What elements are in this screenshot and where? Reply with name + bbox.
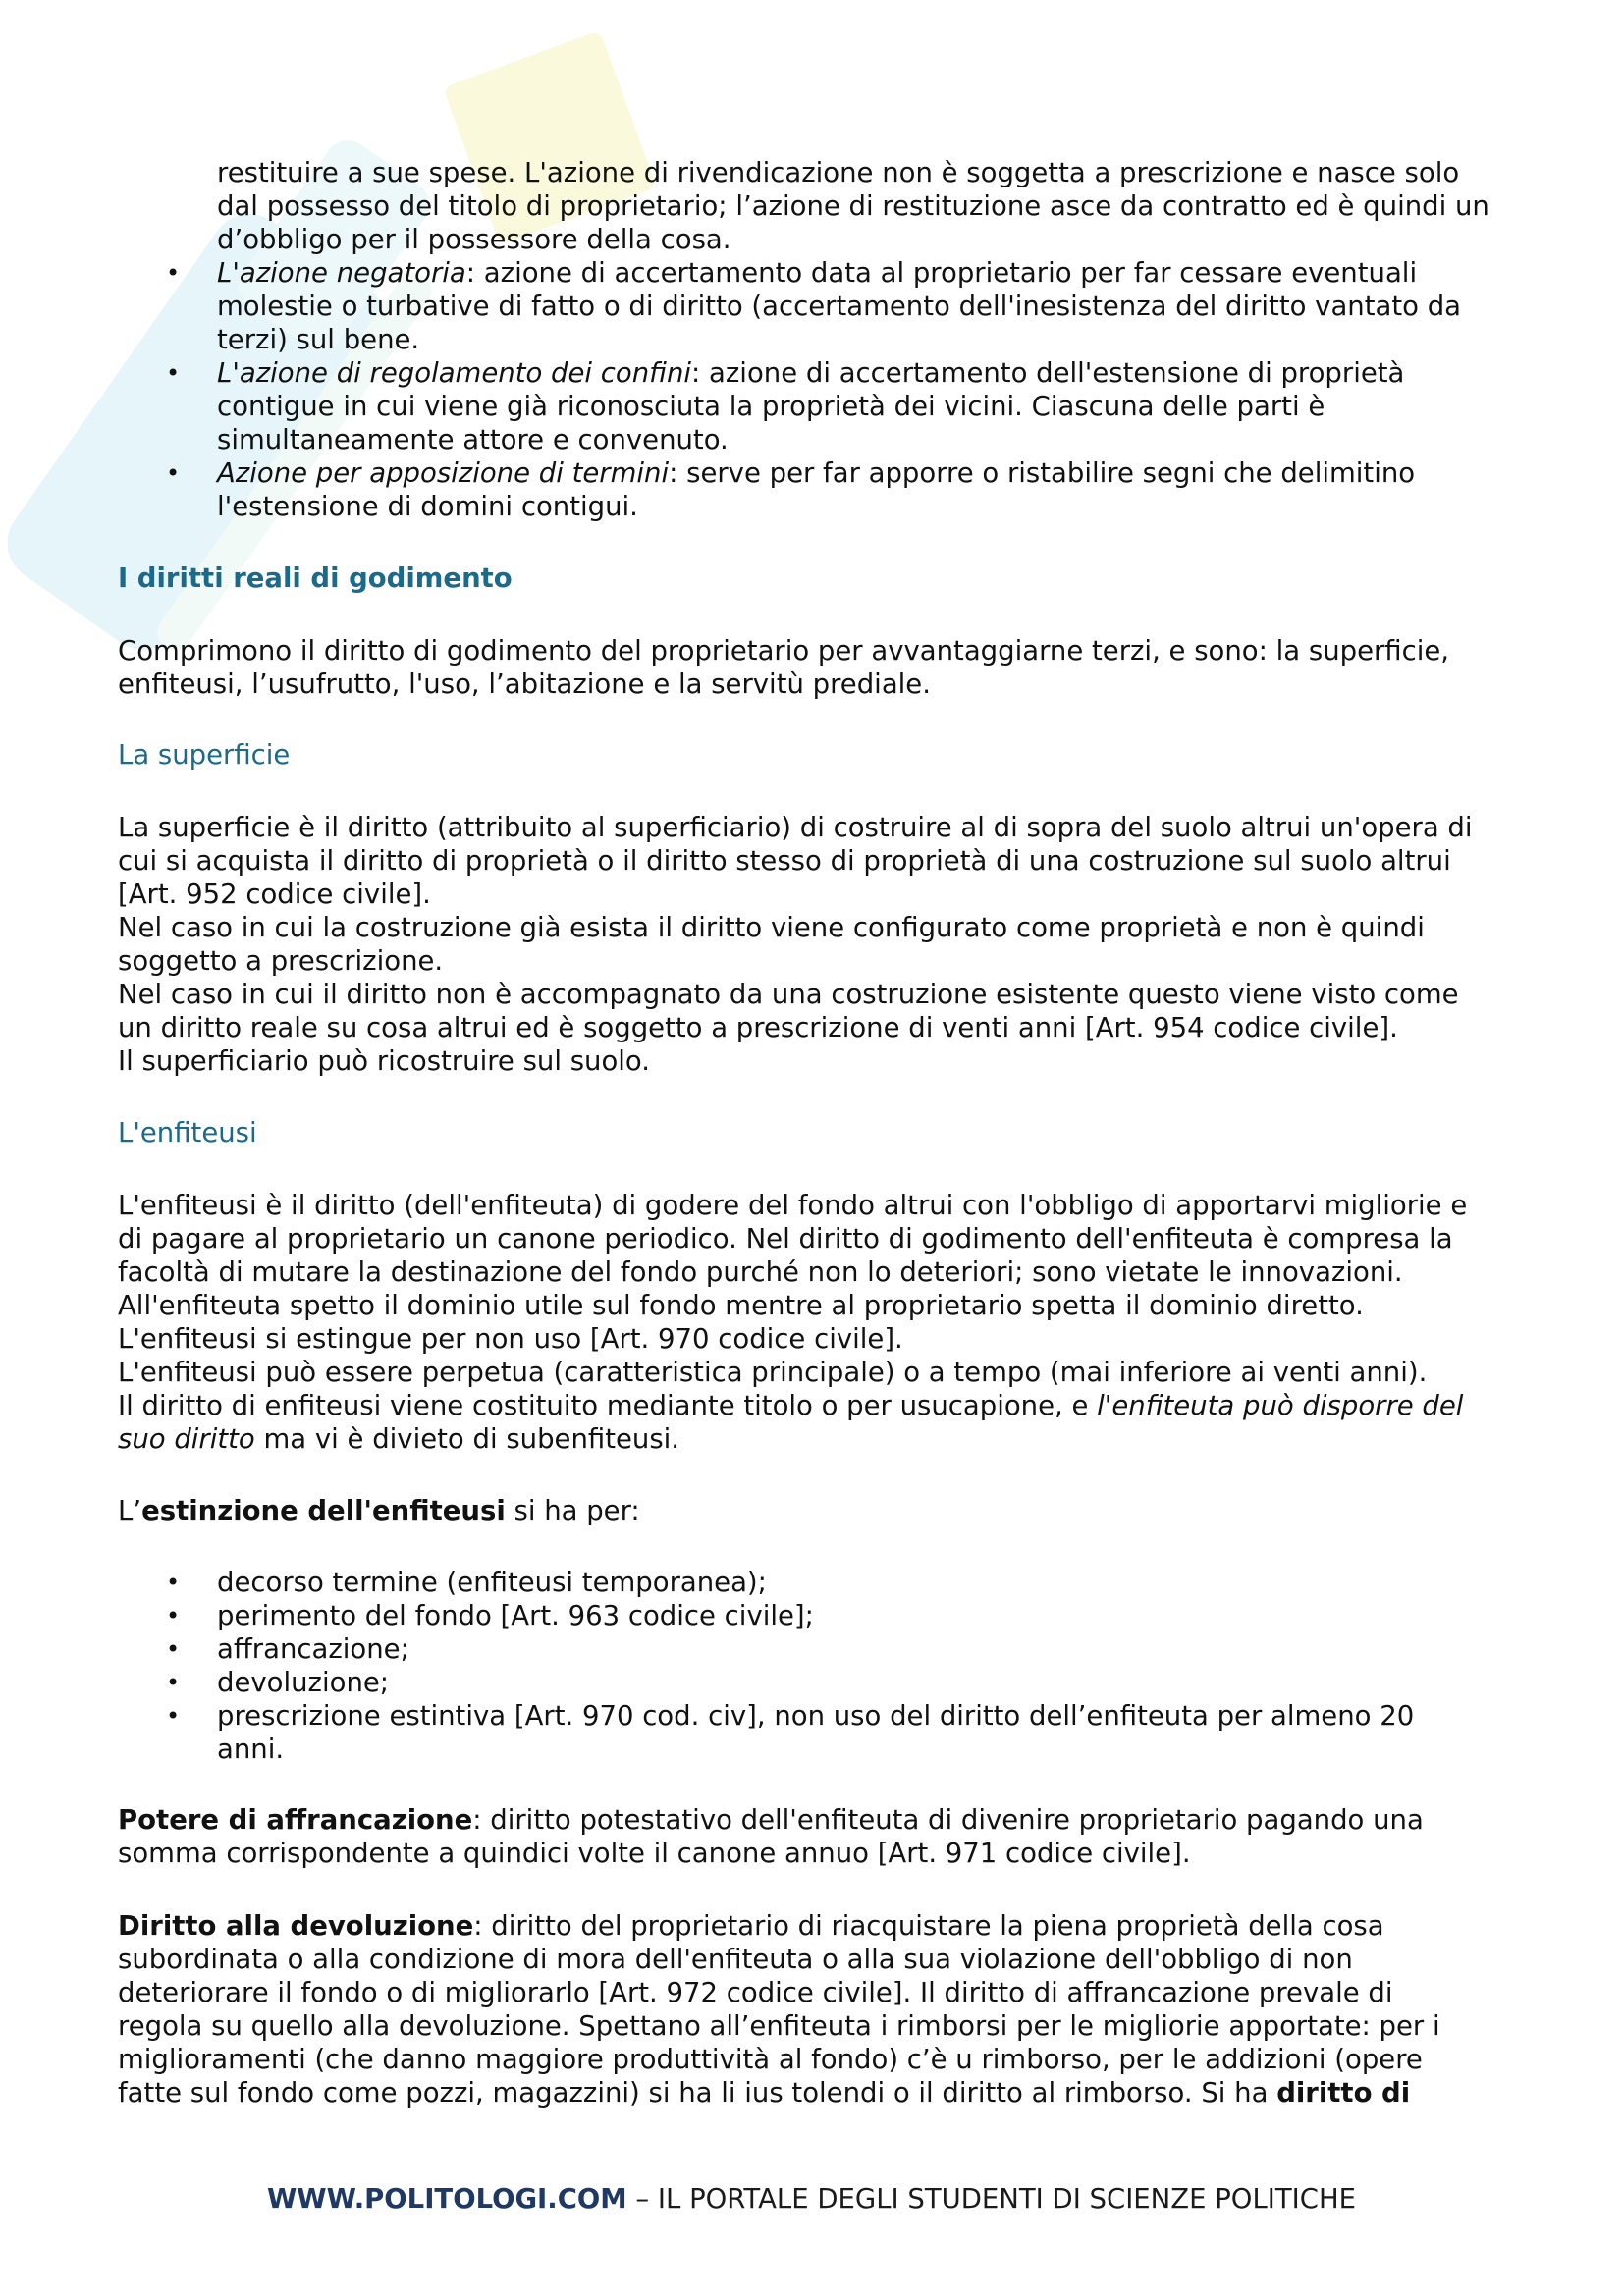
list-item (217, 1699, 1414, 1766)
term-definition: : azione di accertamento dell'estensione di proprietà (691, 357, 1405, 389)
bold-term: diritto di (1276, 2077, 1411, 2109)
text-run: Il diritto di enfiteusi viene costituito mediante titolo o per usucapione, e (118, 1390, 1098, 1421)
text-line: Il superficiario può ricostruire sul suolo. (118, 1045, 651, 1077)
text-run: ma vi è divieto di subenfiteusi. (254, 1423, 680, 1455)
term-label: Azione per apposizione di termini (217, 457, 670, 489)
text-line: dal possesso del titolo di proprietario; l’azione di restituzione asce da contratto ed è quindi un (217, 190, 1489, 222)
text-line: d’obbligo per il possessore della cosa. (217, 224, 731, 255)
list-item (217, 1632, 1414, 1666)
list-item-apposizione-termini (217, 456, 1461, 523)
text-line: di pagare al proprietario un canone periodico. Nel diritto di godimento dell'enfiteuta è compresa la (118, 1223, 1453, 1255)
text-line: L'enfiteusi può essere perpetua (caratteristica principale) o a tempo (mai inferiore ai venti anni). (118, 1357, 1428, 1388)
text-line: terzi) sul bene. (217, 324, 420, 355)
text-run: fatte sul fondo come pozzi, magazzini) si ha li ius tolendi o il diritto al rimborso. Si ha (118, 2077, 1277, 2109)
text-run: si ha per: (505, 1495, 640, 1526)
superficie-paragraph (118, 811, 1473, 1078)
text-line: Nel caso in cui il diritto non è accompagnato da una costruzione esistente questo viene visto come (118, 979, 1459, 1010)
list-item (217, 1566, 1414, 1599)
text-line: facoltà di mutare la destinazione del fondo purché non lo deteriori; sono vietate le innovazioni. (118, 1256, 1403, 1288)
text-line: contigue in cui viene già riconosciuta la proprietà dei vicini. Ciascuna delle parti è (217, 391, 1325, 422)
text-line: Nel caso in cui la costruzione già esista il diritto viene configurato come proprietà e non è quindi (118, 912, 1425, 943)
bold-term: Diritto alla devoluzione (118, 1910, 474, 1942)
bold-term: Potere di affrancazione (118, 1804, 473, 1836)
text-line (217, 356, 1461, 390)
text-line: soggetto a prescrizione. (118, 945, 444, 977)
estinzione-intro (118, 1494, 640, 1527)
text-line: subordinata o alla condizione di mora dell'enfiteuta o alla sua violazione dell'obbligo di non (118, 1944, 1353, 1975)
text-line: molestie o turbative di fatto o di diritto (accertamento dell'inesistenza del diritto vantato da (217, 291, 1462, 322)
text-line (118, 1803, 1424, 1837)
text-line: [Art. 952 codice civile]. (118, 879, 431, 910)
text-line: Comprimono il diritto di godimento del proprietario per avvantaggiarne terzi, e sono: la superficie, (118, 635, 1450, 667)
term-definition: : azione di accertamento data al proprietario per far cessare eventuali (465, 257, 1418, 289)
list-item (217, 1599, 1414, 1632)
text-line: cui si acquista il diritto di proprietà o il diritto stesso di proprietà di una costruzione sul suolo altrui (118, 845, 1451, 877)
text-line (217, 456, 1461, 490)
subheading-enfiteusi: L'enfiteusi (118, 1117, 257, 1148)
text-line: miglioramenti (che danno maggiore produttività al fondo) c’è u rimborso, per le addizioni (opere (118, 2044, 1423, 2075)
text-line (118, 1389, 1467, 1422)
text-line: La superficie è il diritto (attribuito al superficiario) di costruire al di sopra del suolo altrui un'opera di (118, 812, 1473, 843)
footer-site-link: WWW.POLITOLOGI.COM (266, 2183, 627, 2215)
term-label: L'azione di regolamento dei confini (217, 357, 692, 389)
bold-term: estinzione dell'enfiteusi (141, 1495, 506, 1526)
text-line: • decorso termine (enfiteusi temporanea); (217, 1567, 767, 1598)
text-line (118, 1909, 1440, 1943)
intro-paragraph (118, 634, 1449, 701)
page-footer (0, 2182, 1623, 2216)
text-line: regola su quello alla devoluzione. Spettano all’enfiteuta i rimborsi per le migliorie apportate: per i (118, 2010, 1440, 2042)
emphasis-text: l'enfiteuta può disporre del (1097, 1390, 1464, 1421)
text-line: un diritto reale su cosa altrui ed è soggetto a prescrizione di venti anni [Art. 954 codice civile]. (118, 1012, 1398, 1043)
estinzione-list (217, 1566, 1414, 1766)
subheading-superficie: La superficie (118, 739, 291, 771)
azioni-list (217, 256, 1461, 523)
continuation-paragraph (217, 156, 1489, 256)
emphasis-text: suo diritto (118, 1423, 255, 1455)
text-line: • devoluzione; (217, 1667, 390, 1698)
text-line (118, 2076, 1440, 2109)
term-definition: : serve per far apporre o ristabilire segni che delimitino (669, 457, 1416, 489)
text-line: L'enfiteusi è il diritto (dell'enfiteuta) di godere del fondo altrui con l'obbligo di apportarvi migliorie e (118, 1190, 1468, 1221)
section-heading: I diritti reali di godimento (118, 562, 513, 594)
affrancazione-paragraph (118, 1803, 1424, 1870)
term-definition: : diritto del proprietario di riacquistare la piena proprietà della cosa (473, 1910, 1384, 1942)
text-line: l'estensione di domini contigui. (217, 491, 638, 522)
text-line: • affrancazione; (217, 1633, 409, 1665)
text-line: simultaneamente attore e convenuto. (217, 424, 729, 455)
text-line: • prescrizione estintiva [Art. 970 cod. civ], non uso del diritto dell’enfiteuta per almeno 20 (217, 1700, 1415, 1732)
text-line: anni. (217, 1734, 285, 1765)
text-line: somma corrispondente a quindici volte il canone annuo [Art. 971 codice civile]. (118, 1838, 1191, 1869)
text-line (217, 256, 1461, 290)
enfiteusi-paragraph (118, 1189, 1467, 1456)
term-label: L'azione negatoria (217, 257, 466, 289)
text-line: All'enfiteuta spetto il dominio utile sul fondo mentre al proprietario spetta il dominio diretto. (118, 1290, 1364, 1321)
list-item-regolamento-confini (217, 356, 1461, 456)
text-line: restituire a sue spese. L'azione di rivendicazione non è soggetta a prescrizione e nasce solo (217, 157, 1460, 188)
text-line: L'enfiteusi si estingue per non uso [Art. 970 codice civile]. (118, 1323, 903, 1355)
text-line: • perimento del fondo [Art. 963 codice civile]; (217, 1600, 814, 1631)
text-run: L’ (118, 1495, 142, 1526)
term-definition: : diritto potestativo dell'enfiteuta di divenire proprietario pagando una (472, 1804, 1424, 1836)
devoluzione-paragraph (118, 1909, 1440, 2109)
text-line: enfiteusi, l’usufrutto, l'uso, l’abitazione e la servitù prediale. (118, 668, 931, 700)
text-line: deteriorare il fondo o di migliorarlo [Art. 972 codice civile]. Il diritto di affrancazione prevale di (118, 1977, 1393, 2008)
list-item-azione-negatoria (217, 256, 1461, 356)
text-line (118, 1494, 640, 1527)
text-line (118, 1422, 1467, 1456)
footer-tagline: – IL PORTALE DEGLI STUDENTI DI SCIENZE POLITICHE (626, 2183, 1357, 2215)
list-item (217, 1666, 1414, 1699)
